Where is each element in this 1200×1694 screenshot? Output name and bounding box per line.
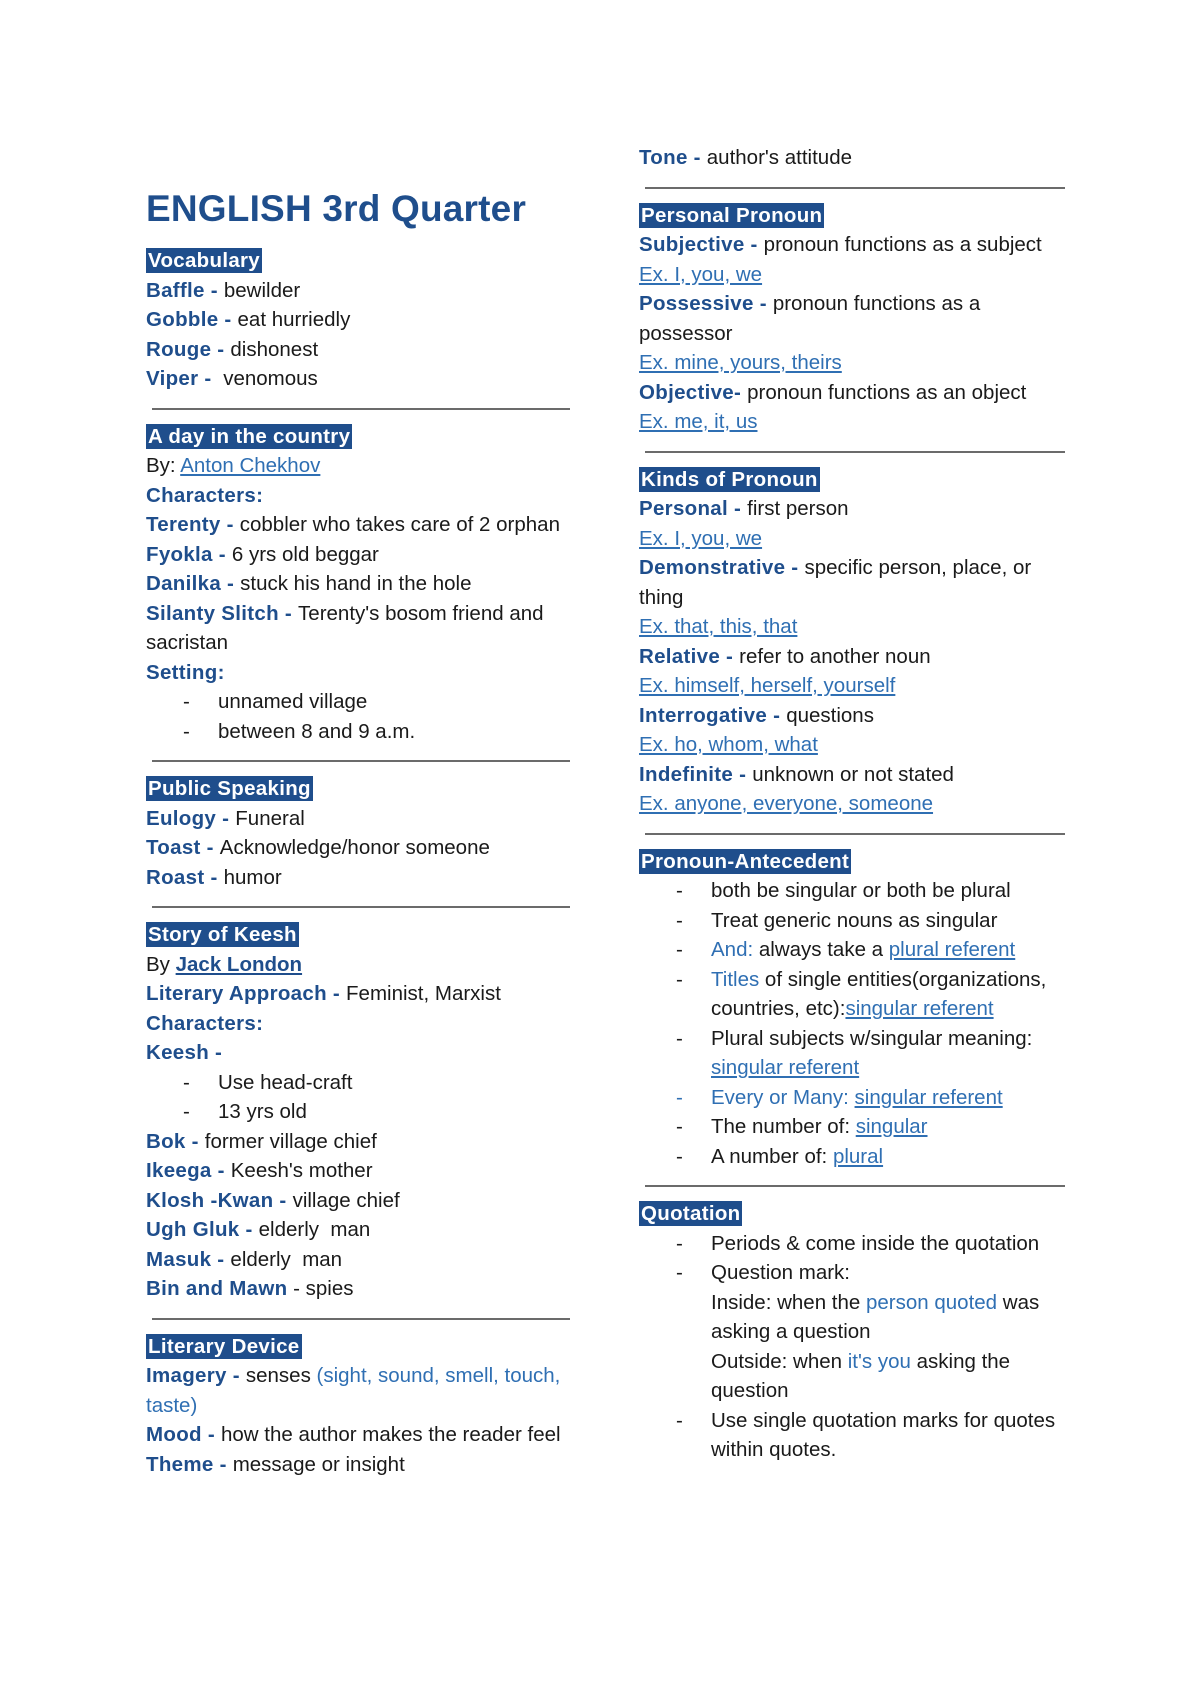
section-divider [152,1318,570,1320]
referent-link[interactable]: singular referent [854,1085,1003,1109]
example-link[interactable]: Ex. I, you, we [639,262,763,286]
imagery-line: Imagery - senses (sight, sound, smell, touch, taste) [146,1364,561,1417]
mood-line: Mood - how the author makes the reader feel [146,1423,561,1446]
vocab-item: Baffle - bewilder [146,278,301,302]
section-heading-story-of-keesh: Story of Keesh [148,923,297,946]
section-divider [645,187,1065,189]
speaking-item: Toast - Acknowledge/honor someone [146,836,490,859]
right-column [639,143,1071,1465]
referent-link[interactable]: plural [832,1144,884,1168]
section-divider [152,906,570,908]
vocab-item: Rouge - dishonest [146,337,319,361]
author-line: By Jack London [146,952,303,976]
example-link[interactable]: Ex. ho, whom, what [639,733,818,756]
section-heading-quotation: Quotation [641,1202,741,1225]
vocab-item: Viper - venomous [146,367,318,390]
character-item: Masuk - elderly man [146,1247,343,1271]
section-divider [152,760,570,762]
section-divider [645,833,1065,835]
section-heading-public-speaking: Public Speaking [148,777,311,800]
antecedent-rules-list [639,876,1071,1171]
character-item: Danilka - stuck his hand in the hole [146,572,472,595]
keesh-traits-list [146,1068,576,1127]
character-item: Bin and Mawn - spies [146,1277,354,1300]
pronoun-item: Objective- pronoun functions as an object [639,380,1027,404]
character-keesh: Keesh - [146,1041,223,1064]
example-link[interactable]: Ex. that, this, that [639,615,798,638]
list-item: - between 8 and 9 a.m. [146,717,576,747]
list-item: - Use head-craft [146,1068,576,1098]
vocab-item: Gobble - eat hurriedly [146,308,351,331]
author-link[interactable]: Jack London [175,952,303,976]
left-column [146,180,576,1479]
example-link[interactable]: Ex. I, you, we [639,526,763,550]
tone-line: Tone - author's attitude [639,146,852,169]
author-line: By: Anton Chekhov [146,454,321,477]
speaking-item: Roast - humor [146,865,282,889]
pronoun-item: Possessive - pronoun functions as a possessor [639,292,981,345]
theme-line: Theme - message or insight [146,1452,405,1476]
list-item: - 13 yrs old [146,1097,576,1127]
character-item: Terenty - cobbler who takes care of 2 orphan [146,513,560,536]
character-item: Ikeega - Keesh's mother [146,1159,373,1182]
list-item: - Every or Many: singular referent [639,1083,1071,1113]
referent-link[interactable]: singular [855,1115,928,1138]
setting-list [146,687,576,746]
setting-label: Setting: [146,660,225,684]
kind-item: Indefinite - unknown or not stated [639,762,954,786]
section-heading-pronoun-antecedent: Pronoun-Antecedent [641,849,850,873]
referent-link[interactable]: singular referent [845,997,994,1020]
referent-link[interactable]: plural referent [888,938,1016,961]
kind-item: Interrogative - questions [639,703,874,727]
list-item: - unnamed village [146,687,576,717]
list-item: - A number of: plural [639,1142,1071,1172]
pronoun-item: Subjective - pronoun functions as a subject [639,233,1042,256]
quotation-rules-list [639,1229,1071,1465]
approach-line: Literary Approach - Feminist, Marxist [146,982,501,1005]
example-link[interactable]: Ex. himself, herself, yourself [639,674,896,697]
example-link[interactable]: Ex. me, it, us [639,410,758,433]
list-item: - Periods & come inside the quotation [639,1229,1071,1259]
page-title: ENGLISH 3rd Quarter [146,188,527,229]
list-item: - Use single quotation marks for quotes within quotes. [639,1406,1071,1465]
characters-label: Characters: [146,1011,264,1035]
section-heading-kinds-of-pronoun: Kinds of Pronoun [641,467,818,491]
section-heading-personal-pronoun: Personal Pronoun [641,203,823,227]
character-item: Silanty Slitch - Terenty's bosom friend and sacristan [146,601,544,654]
kind-item: Personal - first person [639,497,849,520]
list-item: - And: always take a plural referent [639,935,1071,965]
list-item: - Plural subjects w/singular meaning: singular referent [639,1024,1071,1083]
list-item: - Titles of single entities(organizations, countries, etc):singular referent [639,965,1071,1024]
section-divider [152,408,570,410]
list-item: - The number of: singular [639,1112,1071,1142]
character-item: Fyokla - 6 yrs old beggar [146,542,379,566]
kind-item: Demonstrative - specific person, place, or thing [639,556,1032,609]
characters-label: Characters: [146,483,264,507]
section-divider [645,1185,1065,1187]
section-heading-vocabulary: Vocabulary [148,249,260,272]
example-link[interactable]: Ex. mine, yours, theirs [639,351,842,374]
referent-link[interactable]: singular referent [711,1056,860,1079]
section-divider [645,451,1065,453]
character-item: Ugh Gluk - elderly man [146,1218,371,1241]
list-item: - both be singular or both be plural [639,876,1071,906]
author-link[interactable]: Anton Chekhov [180,454,321,477]
character-item: Klosh -Kwan - village chief [146,1188,400,1212]
section-heading-day-in-country: A day in the country [148,424,351,448]
speaking-item: Eulogy - Funeral [146,806,305,830]
list-item: - Question mark: Inside: when the person quoted was asking a question Outside: when it's you asking the question [639,1258,1071,1406]
kind-item: Relative - refer to another noun [639,644,931,668]
character-item: Bok - former village chief [146,1129,377,1153]
section-heading-literary-device: Literary Device [148,1334,300,1358]
example-link[interactable]: Ex. anyone, everyone, someone [639,792,934,815]
list-item: - Treat generic nouns as singular [639,906,1071,936]
